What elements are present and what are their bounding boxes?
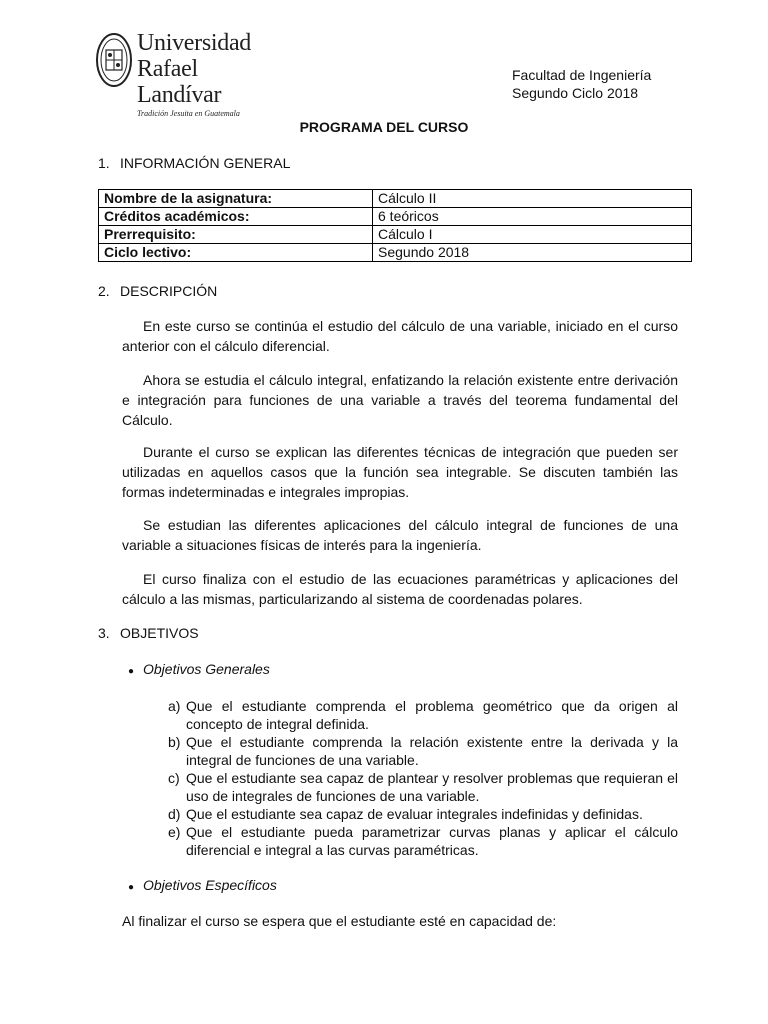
bullet-icon: ● [128, 666, 135, 677]
description-paragraph: El curso finaliza con el estudio de las ecuaciones paramétricas y aplicaciones del cálculo a las mismas, particularizando al sistema de coordenadas polares. [122, 571, 678, 607]
faculty-info [512, 66, 651, 102]
section-heading-general [98, 154, 290, 172]
faculty-name: Facultad de Ingeniería [512, 67, 652, 83]
table-row [99, 244, 692, 262]
description-paragraph: Durante el curso se explican las diferentes técnicas de integración que pueden ser utilizadas en aquellos casos que la función sea integrable. Se discuten también las formas indeterminadas e integrales impropias. [122, 444, 678, 500]
section-number: 2. [98, 283, 110, 299]
university-logo [95, 30, 275, 118]
table-cell-label: Prerrequisito: [99, 226, 373, 244]
description-paragraph: Se estudian las diferentes aplicaciones del cálculo integral de funciones de una variable a situaciones físicas de interés para la ingeniería. [122, 517, 678, 553]
list-marker: e) [168, 824, 181, 840]
table-cell-label: Ciclo lectivo: [99, 244, 373, 262]
description-paragraph: En este curso se continúa el estudio del cálculo de una variable, iniciado en el curso anterior con el cálculo diferencial. [122, 318, 678, 354]
table-row [99, 226, 692, 244]
table-cell-label: Créditos académicos: [99, 208, 373, 226]
list-marker: b) [168, 734, 181, 750]
list-item-text: Que el estudiante sea capaz de plantear y resolver problemas que requieran el uso de integrales de funciones de una variable. [186, 770, 678, 804]
table-cell-value: Cálculo II [373, 190, 692, 208]
list-item [168, 769, 678, 805]
list-item-text: Que el estudiante sea capaz de evaluar integrales indefinidas y definidas. [186, 806, 643, 822]
table-row [99, 208, 692, 226]
university-name-line1: Universidad [137, 30, 252, 56]
bullet-icon: ● [128, 882, 135, 893]
bullet-label: Objetivos Generales [143, 661, 270, 677]
list-item [168, 697, 678, 733]
section-title: OBJETIVOS [120, 625, 199, 641]
university-motto: Tradición Jesuita en Guatemala [137, 109, 240, 118]
table-cell-value: Segundo 2018 [373, 244, 692, 262]
logo-text [137, 30, 275, 119]
page-title: PROGRAMA DEL CURSO [299, 119, 469, 135]
section-title: DESCRIPCIÓN [120, 283, 218, 299]
list-marker: c) [168, 770, 180, 786]
section-title: INFORMACIÓN GENERAL [120, 155, 291, 171]
cycle-label: Segundo Ciclo 2018 [512, 85, 639, 101]
general-objectives-bullet [128, 660, 270, 681]
section-number: 1. [98, 155, 110, 171]
bullet-label: Objetivos Específicos [143, 877, 277, 893]
table-cell-value: 6 teóricos [373, 208, 692, 226]
list-item [168, 805, 678, 823]
table-cell-value: Cálculo I [373, 226, 692, 244]
table-cell-label: Nombre de la asignatura: [99, 190, 373, 208]
closing-text: Al finalizar el curso se espera que el estudiante esté en capacidad de: [122, 913, 557, 929]
list-marker: d) [168, 806, 181, 822]
section-heading-description [98, 282, 217, 300]
list-item-text: Que el estudiante comprenda el problema geométrico que da origen al concepto de integral definida. [186, 698, 678, 732]
list-marker: a) [168, 698, 181, 714]
list-item [168, 733, 678, 769]
list-item-text: Que el estudiante comprenda la relación existente entre la derivada y la integral de funciones de una variable. [186, 734, 678, 768]
specific-objectives-bullet [128, 876, 277, 897]
course-info-table [98, 189, 692, 262]
section-number: 3. [98, 625, 110, 641]
university-name-line2: Rafael Landívar [137, 56, 222, 108]
list-item-text: Que el estudiante pueda parametrizar curvas planas y aplicar el cálculo diferencial e integral a las curvas paramétricas. [186, 824, 678, 858]
general-objectives-list [168, 697, 678, 859]
table-row [99, 190, 692, 208]
description-paragraph: Ahora se estudia el cálculo integral, enfatizando la relación existente entre derivación e integración para funciones de una variable a través del teorema fundamental del Cálculo. [122, 372, 678, 428]
section-heading-objectives [98, 624, 199, 642]
university-seal-icon [95, 32, 133, 88]
list-item [168, 823, 678, 859]
